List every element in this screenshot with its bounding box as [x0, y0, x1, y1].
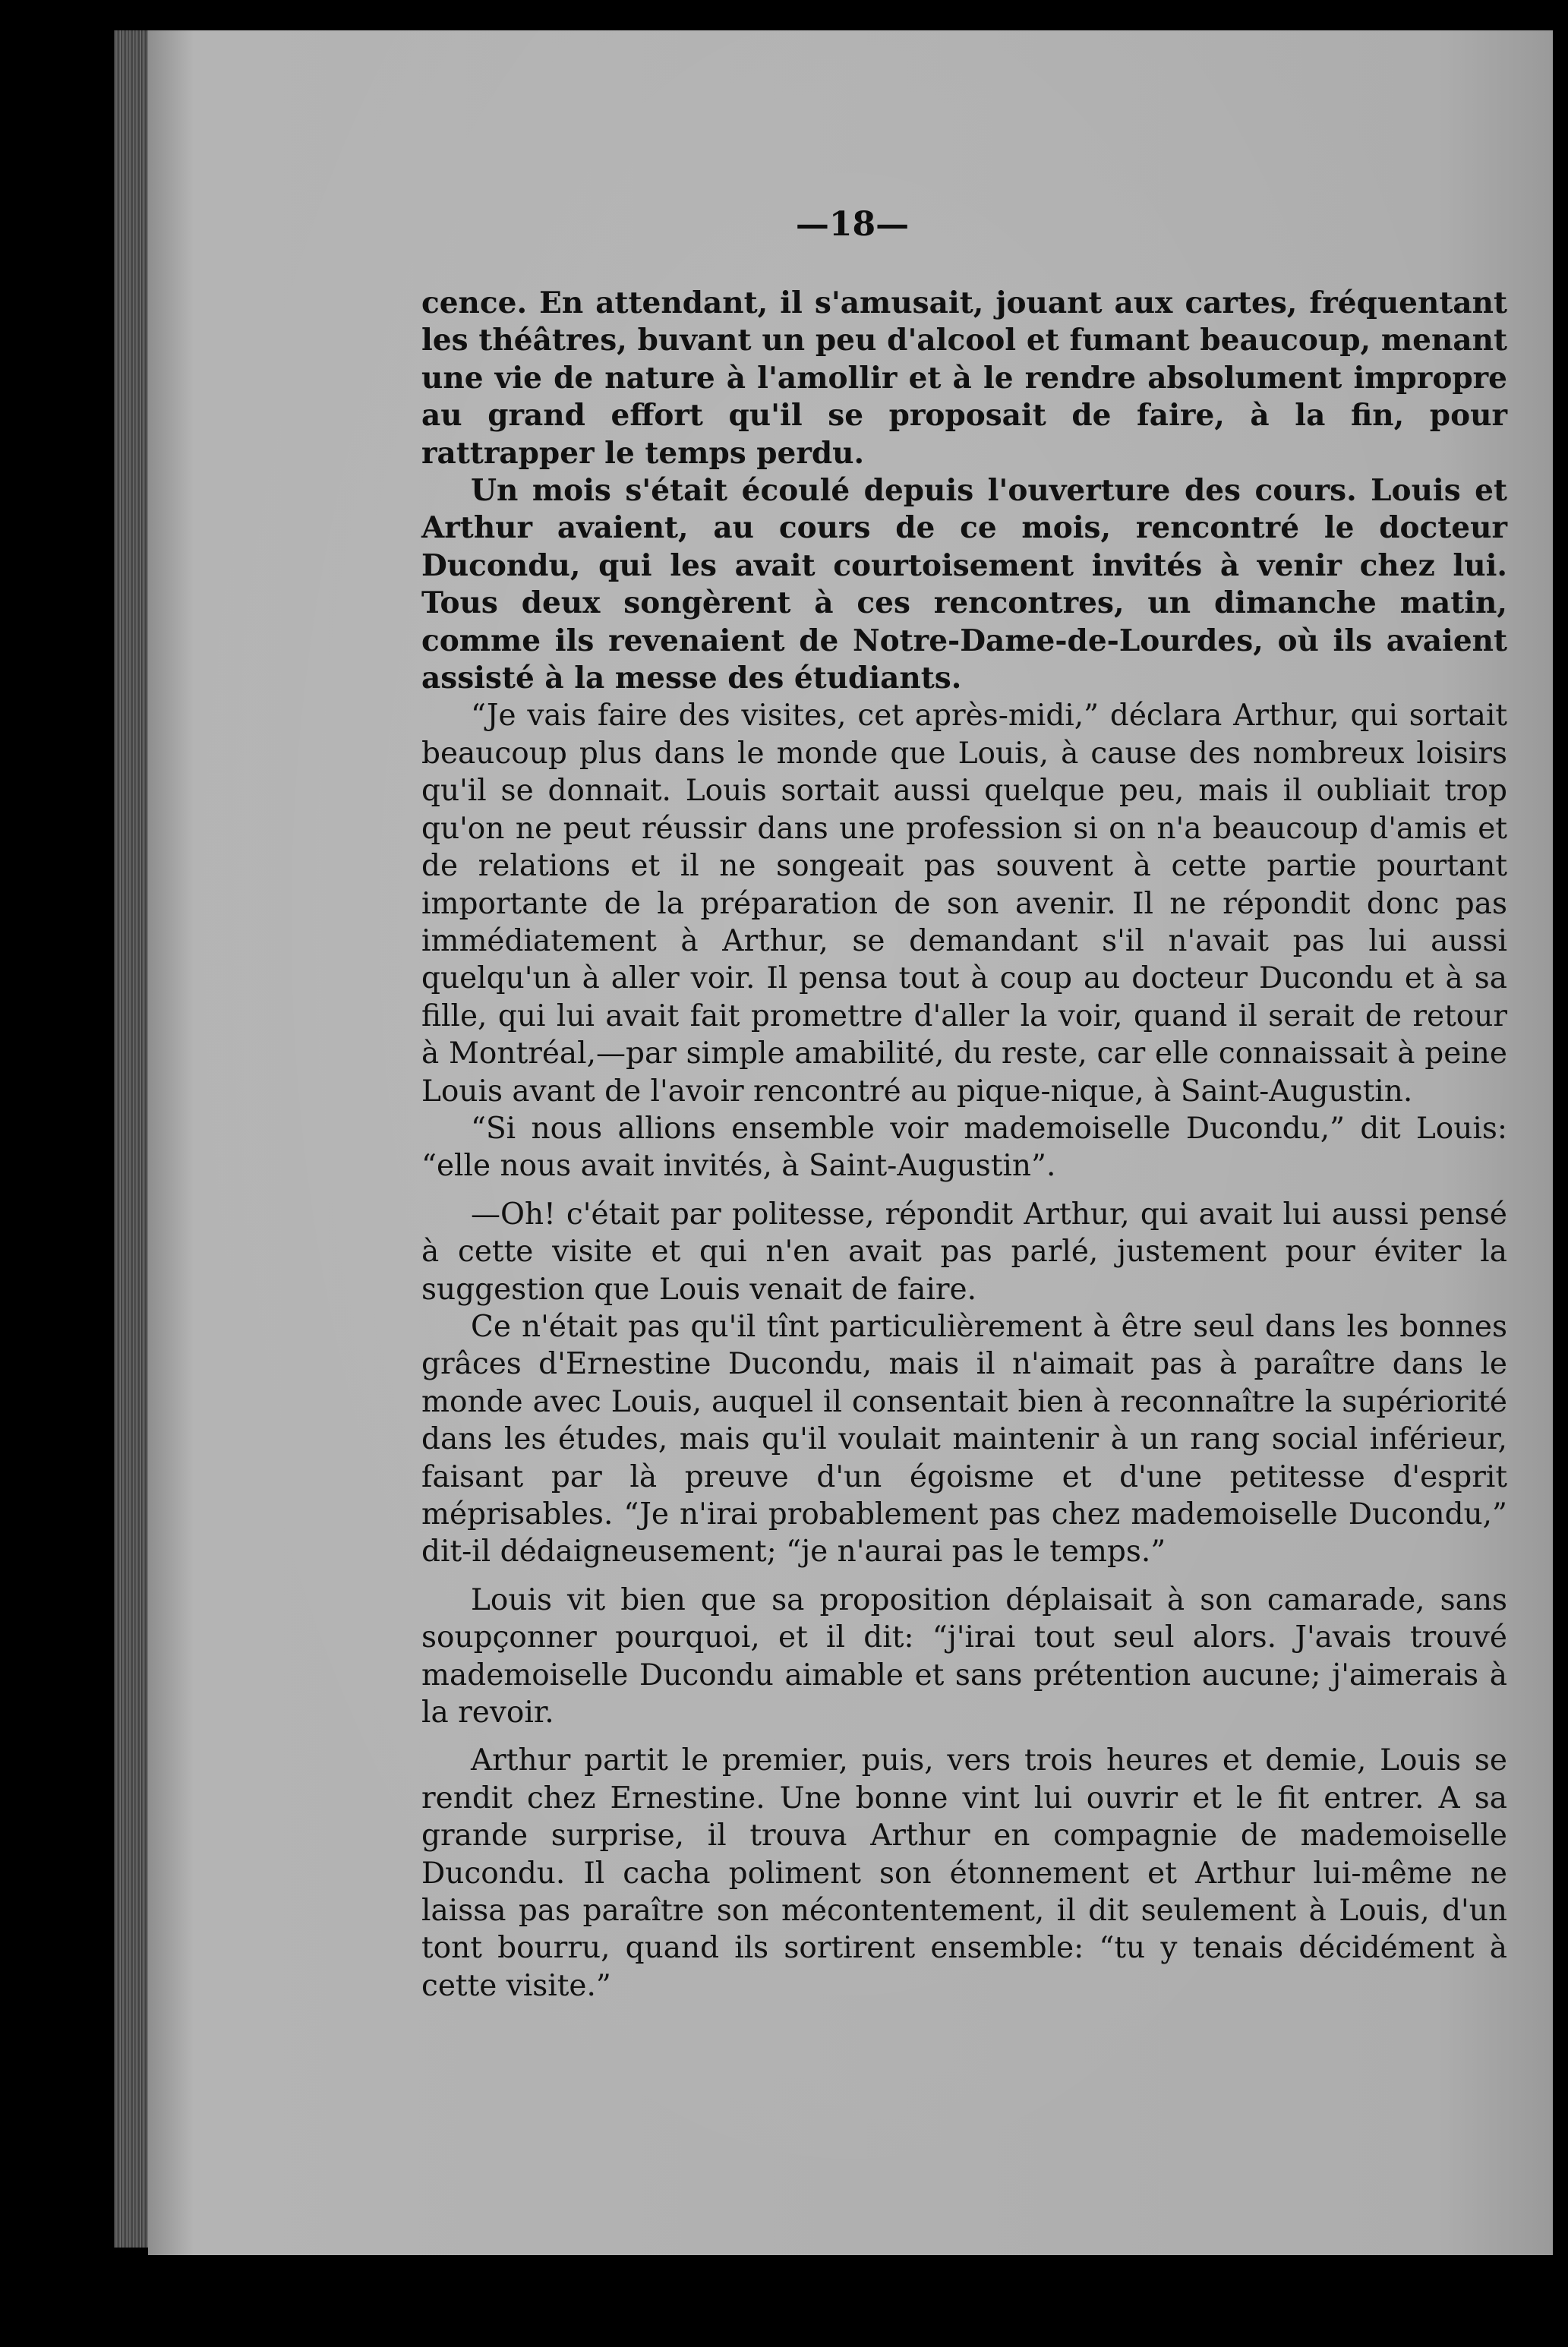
paragraph-6: Ce n'était pas qu'il tînt particulièrement à être seul dans les bonnes grâces d'Ernestine Ducondu, mais il n'aimait pas à paraître dans le monde avec Louis, auquel il consentait bien à reconnaître la supériorité dans les études, mais qu'il voulait maintenir à un rang social inférieur, faisant par là preuve d'un égoisme et d'une petitesse d'esprit méprisables. “Je n'irai probablement pas chez mademoiselle Ducondu,” dit-il dédaigneusement; “je n'aurai pas le temps.”	[421, 1309, 1507, 1569]
body-text	[421, 285, 1507, 2005]
page-number: —18—	[795, 205, 910, 244]
paragraph-7: Louis vit bien que sa proposition déplaisait à son camarade, sans soupçonner pourquoi, et il dit: “j'irai tout seul alors. J'avais trouvé mademoiselle Ducondu aimable et sans prétention aucune; j'aimerais à la revoir.	[421, 1582, 1507, 1730]
paragraph-2: Un mois s'était écoulé depuis l'ouverture des cours. Louis et Arthur avaient, au cours de ce mois, rencontré le docteur Ducondu, qui les avait courtoisement invités à venir chez lui. Tous deux songèrent à ces rencontres, un dimanche matin, comme ils revenaient de Notre-Dame-de-Lourdes, où ils avaient assisté à la messe des étudiants.	[421, 473, 1507, 696]
paragraph-4: “Si nous allions ensemble voir mademoiselle Ducondu,” dit Louis: “elle nous avait invités, à Saint-Augustin”.	[421, 1111, 1507, 1184]
paragraph-1: cence. En attendant, il s'amusait, jouant aux cartes, fréquentant les théâtres, buvant un peu d'alcool et fumant beaucoup, menant une vie de nature à l'amollir et à le rendre absolument impropre au grand effort qu'il se proposait de faire, à la fin, pour rattrapper le temps perdu.	[421, 285, 1507, 471]
paragraph-5: —Oh! c'était par politesse, répondit Arthur, qui avait lui aussi pensé à cette visite et qui n'en avait pas parlé, justement pour éviter la suggestion que Louis venait de faire.	[421, 1197, 1507, 1307]
paragraph-3: “Je vais faire des visites, cet après-midi,” déclara Arthur, qui sortait beaucoup plus dans le monde que Louis, à cause des nombreux loisirs qu'il se donnait. Louis sortait aussi quelque peu, mais il oubliait trop qu'on ne peut réussir dans une profession si on n'a beaucoup d'amis et de relations et il ne songeait pas souvent à cette partie pourtant importante de la préparation de son avenir. Il ne répondit donc pas immédiatement à Arthur, se demandant s'il n'avait pas lui aussi quelqu'un à aller voir. Il pensa tout à coup au docteur Ducondu et à sa fille, qui lui avait fait promettre d'aller la voir, quand il serait de retour à Montréal,—par simple amabilité, du reste, car elle connaissait à peine Louis avant de l'avoir rencontré au pique-nique, à Saint-Augustin.	[421, 699, 1507, 1109]
paragraph-8: Arthur partit le premier, puis, vers trois heures et demie, Louis se rendit chez Ernestine. Une bonne vint lui ouvrir et le fit entrer. A sa grande surprise, il trouva Arthur en compagnie de mademoiselle Ducondu. Il cacha poliment son étonnement et Arthur lui-même ne laissa pas paraître son mécontentement, il dit seulement à Louis, d'un tont bourru, quand ils sortirent ensemble: “tu y tenais décidément à cette visite.”	[421, 1743, 1507, 2003]
